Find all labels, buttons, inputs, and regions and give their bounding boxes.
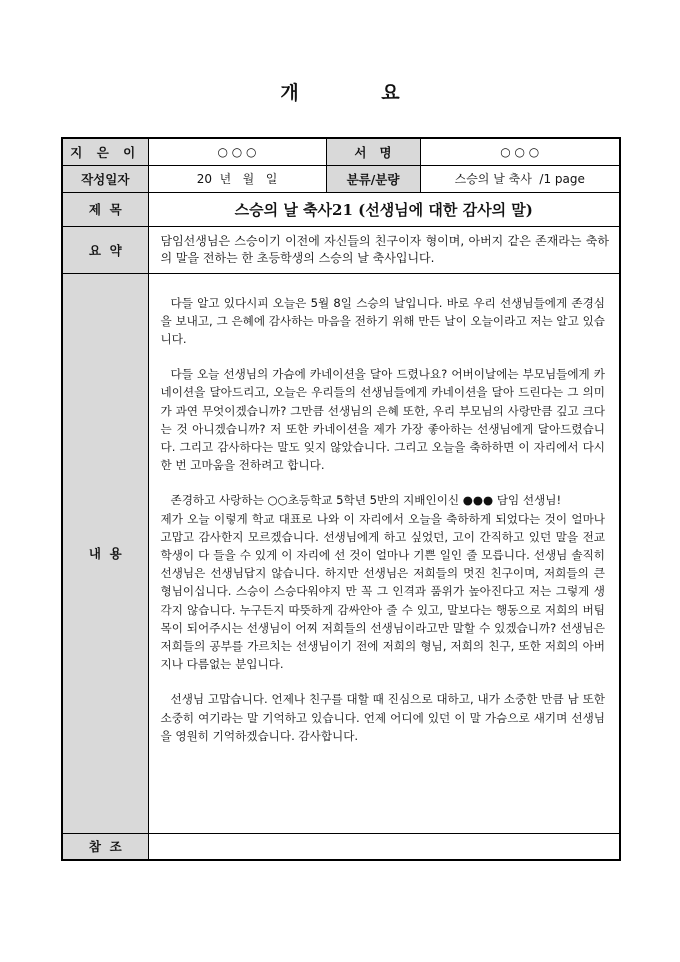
row-content <box>62 273 620 833</box>
summary-value: 담임선생님은 스승이기 이전에 자신들의 친구이자 형이며, 아버지 같은 존재라는 축하의 말을 전하는 한 초등학생의 스승의 날 축사입니다. <box>148 226 620 273</box>
content-label: 내 용 <box>62 273 148 833</box>
reference-value <box>148 833 620 860</box>
row-subject <box>62 192 620 226</box>
content-paragraph: 선생님 고맙습니다. 언제나 친구를 대할 때 진심으로 대하고, 내가 소중한 만큼 남 또한 소중히 여기라는 말 기억하고 있습니다. 언제 어디에 있던 이 말 가슴으로 새기며 선생님을 영원히 기억하겠습니다. 감사합니다. <box>160 692 609 743</box>
content-body <box>148 273 620 833</box>
subject-label: 제 목 <box>62 192 148 226</box>
content-paragraph: 다들 오늘 선생님의 가슴에 카네이션을 달아 드렸나요? 어버이날에는 부모님들에게 카네이션을 달아드리고, 오늘은 우리들의 선생님들에게 카네이션을 달아 드린다는 그 의미가 과연 무엇이겠습니까? 그만큼 선생님의 은혜 또한, 우리 부모님의 사랑만큼 깊고 크다는 것 아니겠습니까? 저 또한 카네이션을 제가 가장 좋아하는 선생님에게 달아드렸습니다. 그리고 감사하다는 말도 잊지 않았습니다. 그리고 오늘을 축하하면 이 자리에서 다시 한 번 고마움을 전하려고 합니다. <box>160 367 609 473</box>
date-label: 작성일자 <box>62 165 148 192</box>
subject-value: 스승의 날 축사21 (선생님에 대한 감사의 말) <box>148 192 620 226</box>
content-paragraph: 존경하고 사랑하는 ○○초등학교 5학년 5반의 지배인이신 ●●● 담임 선생님! 제가 오늘 이렇게 학교 대표로 나와 이 자리에서 오늘을 축하하게 되었다는 것이 얼마나 고맙고 감사한지 모르겠습니다. 선생님에게 하고 싶었던, 고이 간직하고 있던 말을 전교 학생이 다 들을 수 있게 이 자리에 선 것이 얼마나 기쁜 일인 줄 모릅니다. 선생님 솔직히 선생님은 선생님답지 않습니다. 하지만 선생님은 저희들의 멋진 친구이며, 저희들의 큰 형님이십니다. 스승이 스승다워야지 만 꼭 그 인격과 품위가 높아진다고 저는 그렇게 생각지 않습니다. 누구든지 따뜻하게 감싸안아 줄 수 있고, 말보다는 행동으로 저희의 버팀목이 되어주시는 선생님이 어찌 저희들의 선생님이라고만 말할 수 있겠습니까? 선생님은 저희들의 공부를 가르치는 선생님이기 전에 저희의 형님, 저희의 친구, 또한 저희의 아버지나 다름없는 분입니다. <box>160 493 605 672</box>
row-date <box>62 165 620 192</box>
book-title-label: 서 명 <box>326 138 420 165</box>
page-title: 개 요 <box>280 82 438 104</box>
reference-label: 참 조 <box>62 833 148 860</box>
category-value: 스승의 날 축사 /1 page <box>420 165 620 192</box>
row-author <box>62 138 620 165</box>
summary-label: 요 약 <box>62 226 148 273</box>
row-summary <box>62 226 620 273</box>
author-label: 지 은 이 <box>62 138 148 165</box>
category-label: 분류/분량 <box>326 165 420 192</box>
book-title-value: ○ ○ ○ <box>420 138 620 165</box>
row-reference <box>62 833 620 860</box>
author-value: ○ ○ ○ <box>148 138 326 165</box>
content-paragraph: 다들 알고 있다시피 오늘은 5월 8일 스승의 날입니다. 바로 우리 선생님들에게 존경심을 보내고, 그 은혜에 감사하는 마음을 전하기 위해 만든 날이 오늘이라고 저는 알고 있습니다. <box>160 295 605 346</box>
overview-form-table <box>61 137 621 861</box>
date-value: 20 년 월 일 <box>148 165 326 192</box>
